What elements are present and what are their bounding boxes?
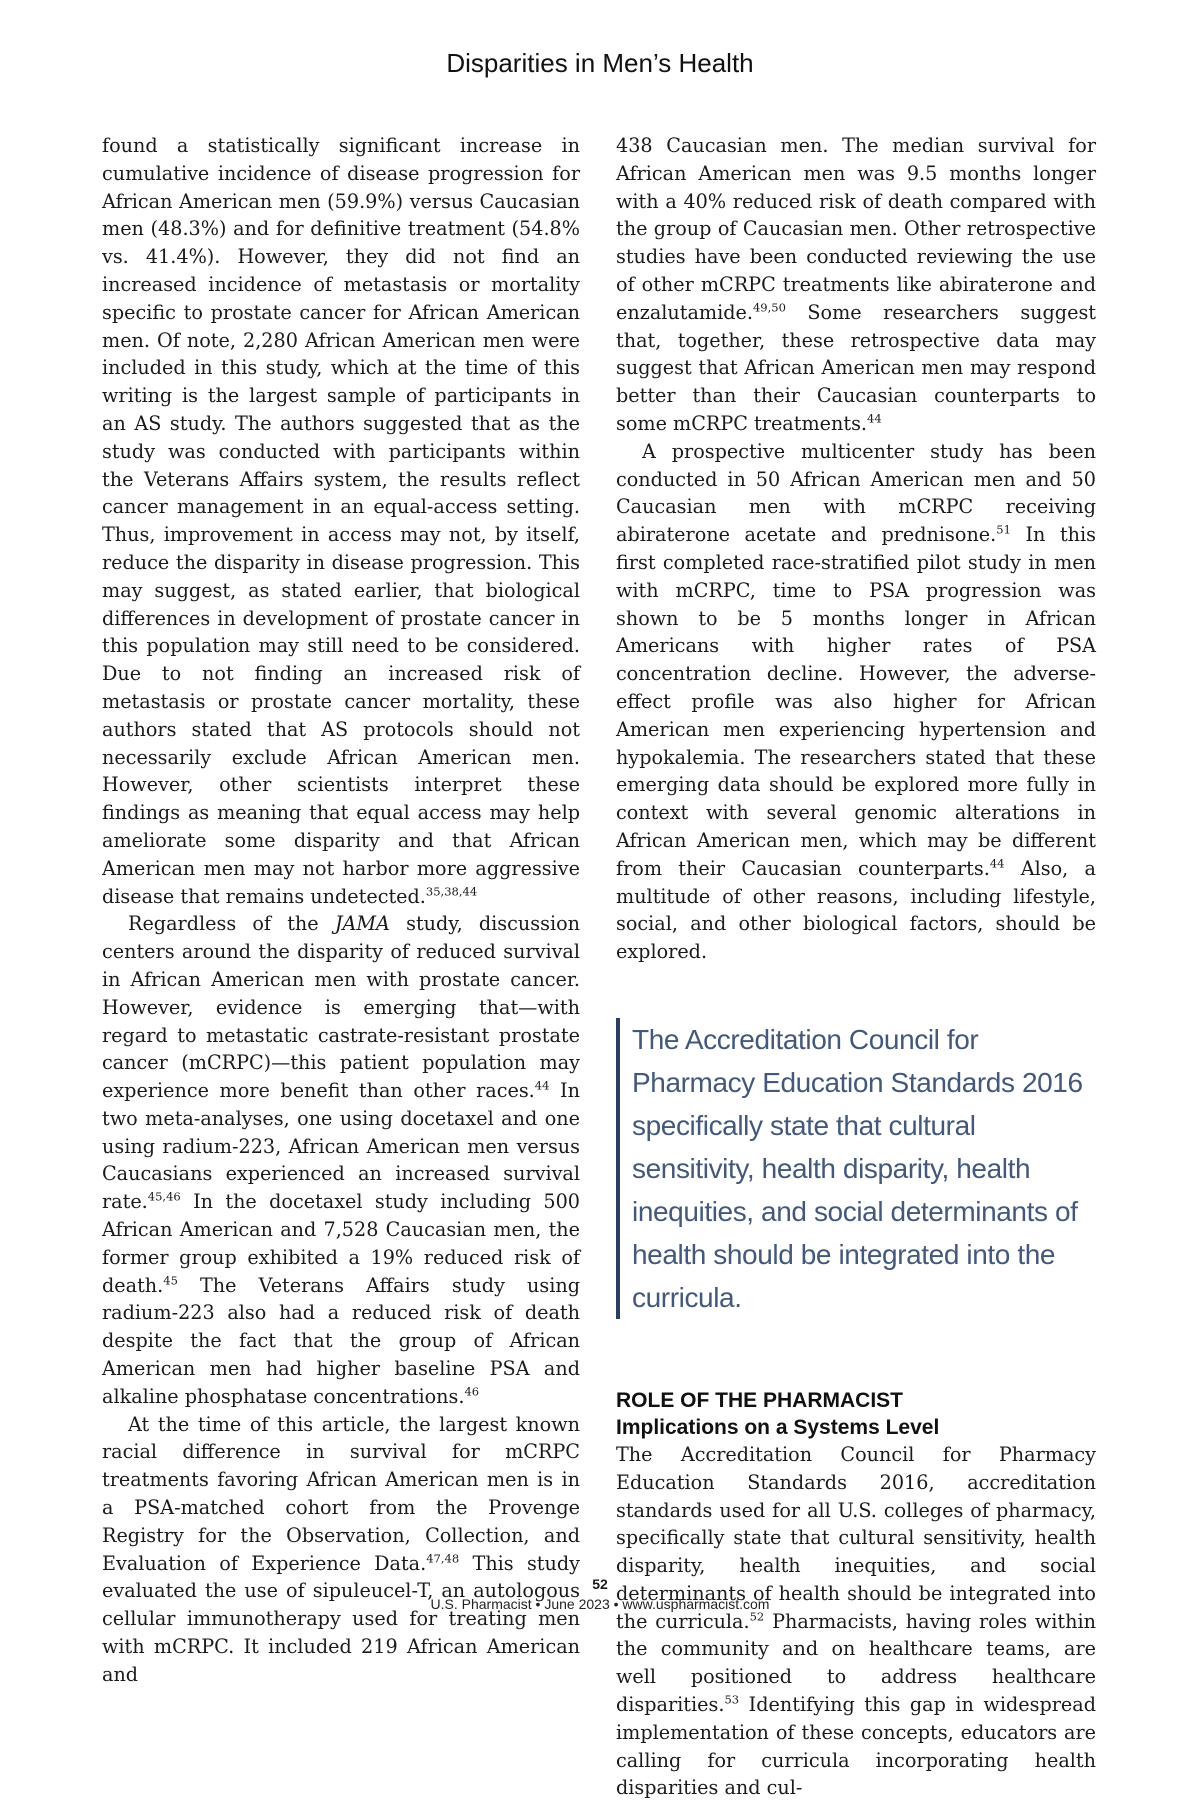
left-column (102, 132, 580, 1689)
pull-quote: The Accreditation Council for Pharmacy Education Standards 2016 specifically state that cultural sensitivity, health disparity, health inequities, and social determinants of health should be integrated into the curricula. (616, 1018, 1096, 1319)
citation: 35,38,44 (425, 884, 478, 899)
citation: 44 (534, 1078, 550, 1093)
citation: 45 (163, 1273, 178, 1288)
paragraph: At the time of this article, the largest known racial difference in survival for mCRPC treatments favoring African American men is in a PSA-matched cohort from the Provenge Registry for the Observation, Collection, and Evaluation of Experience Data.$^{47,48}$ This study evaluated the use of sipuleucel-T, an autologous cellular immunotherapy used for treating men with mCRPC. It included 219 African American and (102, 1412, 581, 1686)
paragraph: A prospective multicenter study has been conducted in 50 African American men and 50 Caucasian men with mCRPC receiving abiraterone acetate and prednisone.$^{51}$ In this first completed race-stratified pilot study in men with mCRPC, time to PSA progression was shown to be 5 months longer in African Americans with higher rates of PSA concentration decline. However, the adverse-effect profile was also higher for African American men experiencing hypertension and hypokalemia. The researchers stated that these emerging data should be explored more fully in context with several genomic alterations in African American men, which may be different from their Caucasian counterparts.$^{44}$ Also, a multitude of other reasons, including lifestyle, social, and other biological factors, should be explored. (616, 439, 1097, 964)
citation: 47,48 (426, 1551, 460, 1566)
citation: 49,50 (752, 300, 786, 315)
paragraph: Regardless of the JAMA study, discussion centers around the disparity of reduced survival in African American men with prostate cancer. However, evidence is emerging that—with regard to metastatic castrate-resistant prostate cancer (mCRPC)—this patient population may experience more benefit than other races.$^{44}$ In two meta-analyses, one using docetaxel and one using radium-223, African American men versus Caucasians experienced an increased survival rate.$^{45,46}$ In the docetaxel study including 500 African American and 7,528 Caucasian men, the former group exhibited a 19% reduced risk of death.$^{45}$ The Veterans Affairs study using radium-223 also had a reduced risk of death despite the fact that the group of African American men had higher baseline PSA and alkaline phosphatase concentrations.$^{46}$ (102, 912, 580, 1408)
page-number: 52 (592, 1576, 608, 1592)
citation: 51 (996, 522, 1011, 537)
paragraph: 438 Caucasian men. The median survival for African American men was 9.5 months longer with a 40% reduced risk of death compared with the group of Caucasian men. Other retrospective studies have been conducted reviewing the use of other mCRPC treatments like abiraterone and enzalutamide.$^{49,50}$ Some researchers suggest that, together, these retrospective data may suggest that African American men may respond better than their Caucasian counterparts to some mCRPC treatments.$^{44}$ (616, 134, 1096, 435)
paragraph: The Accreditation Council for Pharmacy Education Standards 2016, accreditation standards used for all U.S. colleges of pharmacy, specifically state that cultural sensitivity, health disparity, health inequities, and social determinants of health should be integrated into the curricula.$^{52}$ Pharmacists, having roles within the community and on healthcare teams, are well positioned to address healthcare disparities.$^{53}$ Identifying this gap in widespread implementation of these concepts, educators are calling for curricula incorporating health disparities and cul- (616, 1442, 1096, 1800)
paragraph: found a statistically significant increase in cumulative incidence of disease progression for African American men (59.9%) versus Caucasian men (48.3%) and for definitive treatment (54.8% vs. 41.4%). However, they did not find an increased incidence of metastasis or mortality specific to prostate cancer for African American men. Of note, 2,280 African American men were included in this study, which at the time of this writing is the largest sample of participants in an AS study. The authors suggested that as the study was conducted with participants within the Veterans Affairs system, the results reflect cancer management in an equal-access setting. Thus, improvement in access may not, by itself, reduce the disparity in disease progression. This may suggest, as stated earlier, that biological differences in development of prostate cancer in this population may still need to be considered. Due to not finding an increased risk of metastasis or prostate cancer mortality, these authors stated that AS protocols should not necessarily exclude African American men. However, other scientists interpret these findings as meaning that equal access may help ameliorate some disparity and that African American men may not harbor more aggressive disease that remains undetected.$^{35,38,44}$ (102, 134, 580, 908)
subsection-heading: Implications on a Systems Level (616, 1415, 940, 1439)
citation: 53 (724, 1692, 740, 1707)
citation: 52 (749, 1609, 765, 1624)
running-title: Disparities in Men’s Health (446, 48, 754, 78)
citation: 44 (989, 856, 1005, 871)
publication-line: U.S. Pharmacist • June 2023 • www.uspharmacist.com (430, 1596, 770, 1612)
citation: 45,46 (147, 1189, 181, 1204)
citation: 44 (867, 411, 882, 426)
section-heading: ROLE OF THE PHARMACIST (616, 1388, 903, 1412)
journal-name: JAMA (334, 912, 390, 936)
right-column (616, 132, 1096, 1802)
citation: 46 (464, 1384, 480, 1399)
